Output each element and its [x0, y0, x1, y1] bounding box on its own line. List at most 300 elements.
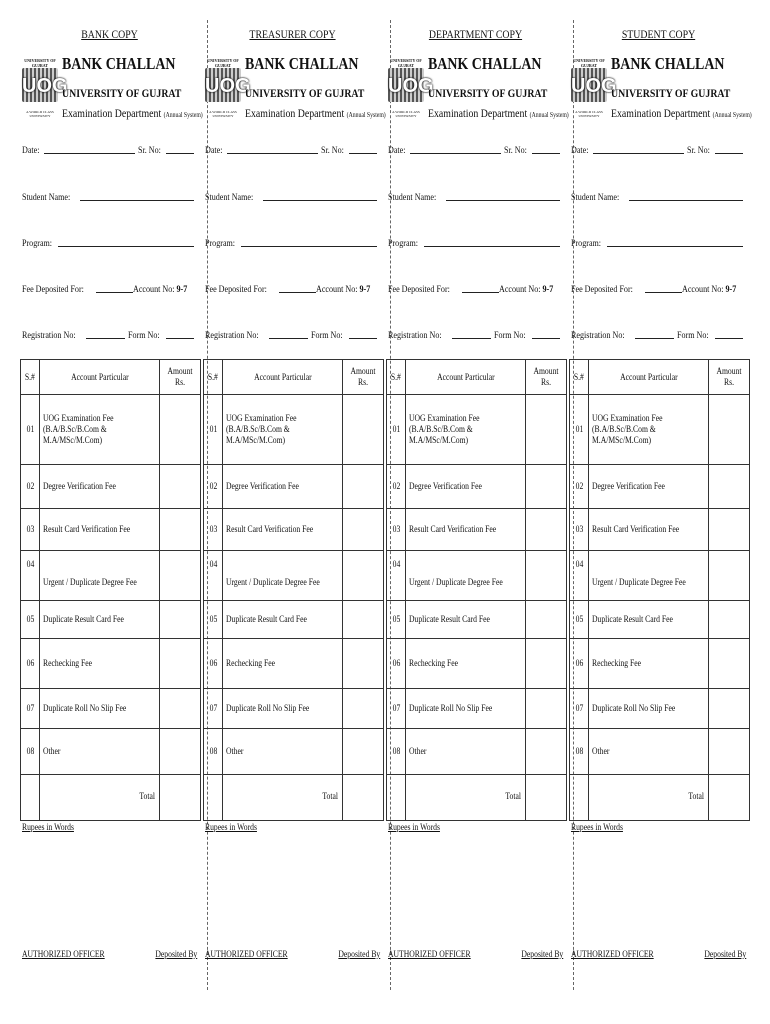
fee-particular-line: Duplicate Roll No Slip Fee: [43, 703, 127, 713]
fee-particular-line: Duplicate Result Card Fee: [43, 614, 124, 624]
row-number: 07: [387, 689, 406, 729]
uog-logo: [569, 58, 617, 120]
amount-cell[interactable]: [526, 689, 567, 729]
form-no-field[interactable]: [715, 337, 743, 339]
table-row: [21, 509, 201, 551]
registration-no-field[interactable]: [635, 337, 674, 339]
student-name-label: Student Name:: [388, 193, 437, 203]
logo-motto: A WORLD CLASS UNIVERSITY: [575, 110, 603, 118]
row-number: 02: [204, 465, 223, 509]
student-name-row: [388, 193, 563, 203]
amount-cell[interactable]: [709, 601, 750, 639]
fee-deposited-field[interactable]: [96, 291, 133, 293]
amount-header: Amount Rs.: [343, 360, 384, 395]
department-name: Examination Department (Annual System): [245, 106, 386, 120]
row-number: 04: [387, 551, 406, 601]
date-field[interactable]: [227, 152, 318, 154]
form-no-field[interactable]: [532, 337, 560, 339]
amount-cell[interactable]: [709, 465, 750, 509]
table-header-row: [387, 360, 567, 395]
registration-no-field[interactable]: [86, 337, 125, 339]
sr-no-label: Sr. No:: [321, 146, 344, 156]
row-number: 03: [204, 509, 223, 551]
date-label: Date:: [22, 146, 40, 156]
account-no-value: 9-7: [542, 285, 554, 295]
table-row: [387, 395, 567, 465]
fee-table: [203, 359, 384, 821]
row-number: 02: [21, 465, 40, 509]
form-no-label: Form No:: [310, 331, 343, 341]
fee-deposited-row: [205, 285, 380, 295]
fee-particular: [223, 601, 343, 639]
fee-particular-line: Other: [43, 746, 61, 756]
amount-cell[interactable]: [526, 729, 567, 775]
fee-particular: [589, 551, 709, 601]
date-label: Date:: [388, 146, 406, 156]
authorized-officer-label: AUTHORIZED OFFICER: [205, 949, 288, 959]
fee-particular: [223, 465, 343, 509]
amount-cell[interactable]: [526, 395, 567, 465]
challan-title: BANK CHALLAN: [245, 54, 359, 73]
date-row: [388, 146, 563, 156]
row-number: 07: [570, 689, 589, 729]
table-row: [387, 601, 567, 639]
total-label: Total: [406, 775, 526, 821]
fee-particular-line: Result Card Verification Fee: [592, 524, 680, 534]
fee-particular-line: Rechecking Fee: [43, 658, 93, 668]
table-header-row: [21, 360, 201, 395]
fee-particular: [406, 551, 526, 601]
row-number: 04: [204, 551, 223, 601]
student-name-field[interactable]: [263, 199, 377, 201]
copy-label: BANK COPY: [81, 27, 138, 41]
rupees-in-words-label: Rupees in Words: [571, 822, 623, 832]
amount-cell[interactable]: [526, 639, 567, 689]
deposited-by-label: Deposited By: [338, 949, 380, 959]
uog-logo: [203, 58, 251, 120]
fee-particular-line: (B.A/B.Sc/B.Com &: [592, 424, 656, 434]
logo-motto: A WORLD CLASS UNIVERSITY: [26, 110, 54, 118]
total-amount-cell[interactable]: [526, 775, 567, 821]
fee-particular: [40, 465, 160, 509]
total-amount-cell[interactable]: [343, 775, 384, 821]
table-row: [204, 551, 384, 601]
program-row: [388, 239, 563, 249]
fee-particular-line: Degree Verification Fee: [226, 481, 299, 491]
amount-cell[interactable]: [160, 395, 201, 465]
fee-deposited-label: Fee Deposited For:: [205, 285, 267, 295]
system-note: (Annual System): [712, 111, 752, 119]
table-row: [387, 465, 567, 509]
authorized-officer-label: AUTHORIZED OFFICER: [571, 949, 654, 959]
amount-cell[interactable]: [343, 639, 384, 689]
fee-particular-line: M.A/MSc/M.Com): [226, 435, 286, 445]
registration-no-field[interactable]: [269, 337, 308, 339]
amount-cell[interactable]: [709, 395, 750, 465]
fee-particular-line: UOG Examination Fee: [592, 413, 663, 423]
fee-particular-line: Rechecking Fee: [409, 658, 459, 668]
student-name-field[interactable]: [629, 199, 743, 201]
row-number: 01: [21, 395, 40, 465]
fee-particular: [223, 729, 343, 775]
amount-cell[interactable]: [160, 465, 201, 509]
student-name-row: [205, 193, 380, 203]
row-number: 05: [387, 601, 406, 639]
amount-cell[interactable]: [160, 551, 201, 601]
date-row: [571, 146, 746, 156]
amount-cell[interactable]: [343, 601, 384, 639]
form-no-field[interactable]: [349, 337, 377, 339]
row-number: 08: [21, 729, 40, 775]
table-row: [204, 601, 384, 639]
program-label: Program:: [571, 239, 602, 249]
amount-cell[interactable]: [343, 729, 384, 775]
program-label: Program:: [22, 239, 53, 249]
total-label: Total: [40, 775, 160, 821]
logo-mark: UOG: [388, 68, 424, 102]
fee-table: [20, 359, 201, 821]
row-number: 01: [387, 395, 406, 465]
table-row: [21, 729, 201, 775]
account-no-label: Account No: 9-7: [682, 285, 737, 295]
logo-motto: A WORLD CLASS UNIVERSITY: [209, 110, 237, 118]
registration-no-label: Registration No:: [22, 331, 76, 341]
uog-logo: [20, 58, 68, 120]
fee-particular: [589, 465, 709, 509]
amount-cell[interactable]: [160, 689, 201, 729]
fee-particular-line: Urgent / Duplicate Degree Fee: [409, 577, 503, 587]
particular-header: Account Particular: [589, 360, 709, 395]
registration-no-label: Registration No:: [205, 331, 259, 341]
fee-particular: [406, 729, 526, 775]
fee-particular: [406, 465, 526, 509]
row-number: 07: [204, 689, 223, 729]
program-row: [22, 239, 197, 249]
fee-particular-line: Duplicate Roll No Slip Fee: [226, 703, 310, 713]
program-row: [205, 239, 380, 249]
authorized-officer-label: AUTHORIZED OFFICER: [22, 949, 105, 959]
logo-ring-text: UNIVERSITY OF GUJRAT: [24, 58, 56, 68]
fee-particular: [40, 395, 160, 465]
amount-cell[interactable]: [526, 551, 567, 601]
date-field[interactable]: [44, 152, 135, 154]
total-row: [387, 775, 567, 821]
uog-logo: [386, 58, 434, 120]
fee-particular: [406, 395, 526, 465]
fee-table: [386, 359, 567, 821]
table-row: [204, 395, 384, 465]
date-row: [205, 146, 380, 156]
rupees-in-words-label: Rupees in Words: [22, 822, 74, 832]
row-number: 03: [21, 509, 40, 551]
fee-deposited-row: [22, 285, 197, 295]
challan-title: BANK CHALLAN: [611, 54, 725, 73]
department-name: Examination Department (Annual System): [62, 106, 203, 120]
table-row: [387, 729, 567, 775]
fee-particular: [223, 689, 343, 729]
table-header-row: [204, 360, 384, 395]
account-no-label: Account No: 9-7: [133, 285, 188, 295]
program-field[interactable]: [241, 245, 377, 247]
fee-particular: [589, 639, 709, 689]
fee-particular-line: UOG Examination Fee: [409, 413, 480, 423]
amount-cell[interactable]: [709, 551, 750, 601]
fee-particular: [223, 551, 343, 601]
fee-particular: [223, 509, 343, 551]
row-number: 08: [204, 729, 223, 775]
row-number: 06: [204, 639, 223, 689]
challan-copy: [567, 0, 750, 1000]
deposited-by-label: Deposited By: [521, 949, 563, 959]
date-label: Date:: [571, 146, 589, 156]
fee-particular-line: UOG Examination Fee: [226, 413, 297, 423]
fee-particular-line: Result Card Verification Fee: [409, 524, 497, 534]
amount-cell[interactable]: [709, 639, 750, 689]
fee-particular: [223, 395, 343, 465]
logo-ring-text: UNIVERSITY OF GUJRAT: [573, 58, 605, 68]
amount-cell[interactable]: [343, 509, 384, 551]
fee-particular-line: M.A/MSc/M.Com): [592, 435, 652, 445]
fee-particular-line: Duplicate Roll No Slip Fee: [592, 703, 676, 713]
amount-header: Amount Rs.: [709, 360, 750, 395]
program-field[interactable]: [58, 245, 194, 247]
fee-particular: [589, 729, 709, 775]
total-label: Total: [589, 775, 709, 821]
amount-cell[interactable]: [160, 729, 201, 775]
amount-cell[interactable]: [343, 465, 384, 509]
table-row: [204, 689, 384, 729]
system-note: (Annual System): [163, 111, 203, 119]
challan-copy: [18, 0, 201, 1000]
form-no-label: Form No:: [127, 331, 160, 341]
logo-mark: UOG: [205, 68, 241, 102]
logo-mark: UOG: [571, 68, 607, 102]
form-no-label: Form No:: [676, 331, 709, 341]
fee-particular-line: Rechecking Fee: [592, 658, 642, 668]
rupees-in-words-label: Rupees in Words: [205, 822, 257, 832]
program-field[interactable]: [424, 245, 560, 247]
amount-cell[interactable]: [709, 509, 750, 551]
date-label: Date:: [205, 146, 223, 156]
fee-particular: [40, 689, 160, 729]
university-name: UNIVERSITY OF GUJRAT: [611, 86, 731, 100]
row-number: 01: [570, 395, 589, 465]
amount-cell[interactable]: [526, 601, 567, 639]
row-number: 07: [21, 689, 40, 729]
fee-table: [569, 359, 750, 821]
student-name-label: Student Name:: [205, 193, 254, 203]
row-number: 05: [204, 601, 223, 639]
table-row: [570, 551, 750, 601]
row-number: 03: [570, 509, 589, 551]
amount-cell[interactable]: [343, 551, 384, 601]
account-no-value: 9-7: [359, 285, 371, 295]
row-number: 04: [21, 551, 40, 601]
fee-particular-line: Result Card Verification Fee: [43, 524, 131, 534]
row-number: 04: [570, 551, 589, 601]
row-number: 08: [387, 729, 406, 775]
table-row: [387, 639, 567, 689]
account-no-label: Account No: 9-7: [316, 285, 371, 295]
copy-label: STUDENT COPY: [621, 27, 696, 41]
amount-cell[interactable]: [160, 639, 201, 689]
table-row: [21, 551, 201, 601]
row-number: 05: [570, 601, 589, 639]
table-row: [570, 395, 750, 465]
form-no-field[interactable]: [166, 337, 194, 339]
fee-particular: [40, 729, 160, 775]
logo-ring-text: UNIVERSITY OF GUJRAT: [207, 58, 239, 68]
sr-no-field[interactable]: [715, 152, 743, 154]
fee-particular: [406, 689, 526, 729]
deposited-by-label: Deposited By: [704, 949, 746, 959]
university-name: UNIVERSITY OF GUJRAT: [62, 86, 182, 100]
university-name: UNIVERSITY OF GUJRAT: [245, 86, 365, 100]
fee-deposited-field[interactable]: [462, 291, 499, 293]
table-row: [570, 689, 750, 729]
table-row: [204, 509, 384, 551]
row-number: 02: [387, 465, 406, 509]
total-amount-cell[interactable]: [160, 775, 201, 821]
registration-no-field[interactable]: [452, 337, 491, 339]
sr-no-field[interactable]: [532, 152, 560, 154]
row-number: 05: [21, 601, 40, 639]
amount-cell[interactable]: [526, 465, 567, 509]
date-field[interactable]: [593, 152, 684, 154]
logo-ring-text: UNIVERSITY OF GUJRAT: [390, 58, 422, 68]
fee-particular: [40, 551, 160, 601]
fee-particular-line: Other: [226, 746, 244, 756]
date-row: [22, 146, 197, 156]
amount-header: Amount Rs.: [526, 360, 567, 395]
fee-deposited-label: Fee Deposited For:: [571, 285, 633, 295]
row-number: 02: [570, 465, 589, 509]
table-row: [570, 601, 750, 639]
total-label: Total: [223, 775, 343, 821]
row-number: 03: [387, 509, 406, 551]
fee-particular-line: (B.A/B.Sc/B.Com &: [409, 424, 473, 434]
registration-no-label: Registration No:: [571, 331, 625, 341]
amount-cell[interactable]: [526, 509, 567, 551]
challan-title: BANK CHALLAN: [428, 54, 542, 73]
fee-particular-line: Duplicate Result Card Fee: [592, 614, 673, 624]
sr-no-label: Sr. No:: [138, 146, 161, 156]
fee-particular-line: UOG Examination Fee: [43, 413, 114, 423]
fee-particular: [406, 639, 526, 689]
fee-particular-line: Result Card Verification Fee: [226, 524, 314, 534]
amount-cell[interactable]: [343, 689, 384, 729]
logo-mark: UOG: [22, 68, 58, 102]
sn-header: S.#: [204, 360, 223, 395]
department-name: Examination Department (Annual System): [611, 106, 752, 120]
total-row: [21, 775, 201, 821]
row-number: 06: [387, 639, 406, 689]
table-row: [204, 729, 384, 775]
table-row: [387, 509, 567, 551]
table-row: [21, 689, 201, 729]
fee-deposited-field[interactable]: [645, 291, 682, 293]
sr-no-field[interactable]: [166, 152, 194, 154]
copy-label: TREASURER COPY: [249, 27, 336, 41]
table-row: [570, 509, 750, 551]
sn-header: S.#: [21, 360, 40, 395]
fee-particular-line: Rechecking Fee: [226, 658, 276, 668]
fee-particular-line: Other: [409, 746, 427, 756]
challan-title: BANK CHALLAN: [62, 54, 176, 73]
fee-deposited-label: Fee Deposited For:: [388, 285, 450, 295]
student-name-row: [22, 193, 197, 203]
fee-particular: [589, 509, 709, 551]
student-name-field[interactable]: [446, 199, 560, 201]
program-label: Program:: [388, 239, 419, 249]
fee-particular: [589, 689, 709, 729]
table-row: [21, 465, 201, 509]
table-row: [204, 465, 384, 509]
fee-deposited-field[interactable]: [279, 291, 316, 293]
total-row: [204, 775, 384, 821]
table-row: [21, 601, 201, 639]
fee-particular-line: Urgent / Duplicate Degree Fee: [226, 577, 320, 587]
amount-cell[interactable]: [709, 689, 750, 729]
student-name-field[interactable]: [80, 199, 194, 201]
sr-no-field[interactable]: [349, 152, 377, 154]
department-name: Examination Department (Annual System): [428, 106, 569, 120]
fee-particular-line: Degree Verification Fee: [43, 481, 116, 491]
fee-particular-line: M.A/MSc/M.Com): [409, 435, 469, 445]
amount-cell[interactable]: [343, 395, 384, 465]
student-name-label: Student Name:: [22, 193, 71, 203]
date-field[interactable]: [410, 152, 501, 154]
table-row: [387, 689, 567, 729]
sn-header: S.#: [387, 360, 406, 395]
table-row: [21, 639, 201, 689]
fee-particular-line: Urgent / Duplicate Degree Fee: [43, 577, 137, 587]
registration-row: [571, 331, 746, 341]
challan-copy: [201, 0, 384, 1000]
fee-deposited-row: [571, 285, 746, 295]
row-number: 08: [570, 729, 589, 775]
account-no-value: 9-7: [725, 285, 737, 295]
copy-label: DEPARTMENT COPY: [428, 27, 523, 41]
fee-deposited-label: Fee Deposited For:: [22, 285, 84, 295]
fee-particular-line: Degree Verification Fee: [409, 481, 482, 491]
challan-copy: [384, 0, 567, 1000]
amount-cell[interactable]: [160, 601, 201, 639]
registration-row: [388, 331, 563, 341]
fee-particular: [40, 639, 160, 689]
total-amount-cell[interactable]: [709, 775, 750, 821]
total-row: [570, 775, 750, 821]
system-note: (Annual System): [346, 111, 386, 119]
fee-particular: [40, 601, 160, 639]
fee-particular-line: (B.A/B.Sc/B.Com &: [43, 424, 107, 434]
registration-row: [22, 331, 197, 341]
particular-header: Account Particular: [40, 360, 160, 395]
table-row: [570, 729, 750, 775]
registration-no-label: Registration No:: [388, 331, 442, 341]
authorized-officer-label: AUTHORIZED OFFICER: [388, 949, 471, 959]
amount-cell[interactable]: [160, 509, 201, 551]
program-label: Program:: [205, 239, 236, 249]
table-row: [21, 395, 201, 465]
fee-particular: [589, 601, 709, 639]
form-no-label: Form No:: [493, 331, 526, 341]
fee-particular: [589, 395, 709, 465]
program-field[interactable]: [607, 245, 743, 247]
amount-cell[interactable]: [709, 729, 750, 775]
account-no-label: Account No: 9-7: [499, 285, 554, 295]
particular-header: Account Particular: [406, 360, 526, 395]
